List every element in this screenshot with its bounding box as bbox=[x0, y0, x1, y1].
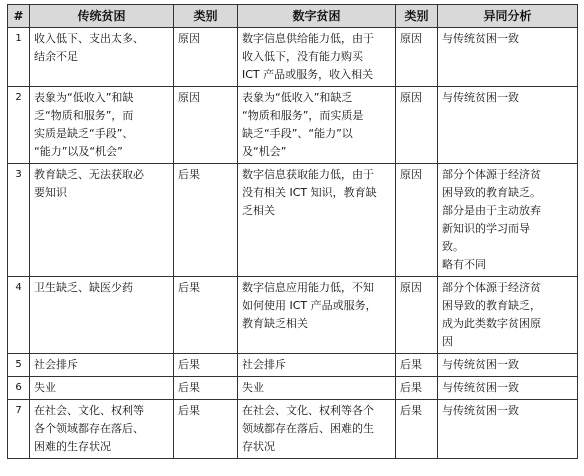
row-number: 3 bbox=[8, 164, 30, 277]
analysis-cell-line: 新知识的学习而导 bbox=[442, 222, 530, 235]
header-category-2: 类别 bbox=[396, 5, 438, 28]
analysis-cell-line: 部分是由于主动放弃 bbox=[442, 204, 541, 217]
digital-poverty-cell-line: 数字信息供给能力低，由于 bbox=[242, 32, 374, 45]
analysis-cell bbox=[438, 87, 578, 164]
traditional-poverty-cell-line: 要知识 bbox=[34, 186, 67, 199]
traditional-poverty-cell-line: “能力”以及“机会” bbox=[34, 145, 123, 158]
poverty-comparison-table bbox=[7, 4, 578, 459]
digital-poverty-cell-line: 社会排斥 bbox=[242, 358, 286, 371]
traditional-poverty-cell-line: 实质是缺乏“手段”、 bbox=[34, 127, 134, 140]
header-category-1: 类别 bbox=[174, 5, 238, 28]
analysis-cell bbox=[438, 277, 578, 354]
digital-poverty-cell bbox=[238, 354, 396, 377]
traditional-poverty-cell-line: 各个领域都存在落后、 bbox=[34, 422, 144, 435]
analysis-cell-line: 略有不同 bbox=[442, 258, 486, 271]
header-row bbox=[8, 5, 578, 28]
analysis-cell-line: 困导致的教育缺乏。 bbox=[442, 186, 541, 199]
analysis-cell bbox=[438, 377, 578, 400]
traditional-poverty-cell-line: 卫生缺乏、缺医少药 bbox=[34, 281, 133, 294]
digital-poverty-cell-line: 数字信息应用能力低，不知 bbox=[242, 281, 374, 294]
row-number: 7 bbox=[8, 400, 30, 459]
category-2-cell: 原因 bbox=[396, 164, 438, 277]
analysis-cell bbox=[438, 28, 578, 87]
row-number: 2 bbox=[8, 87, 30, 164]
digital-poverty-cell bbox=[238, 164, 396, 277]
category-1-cell: 后果 bbox=[174, 354, 238, 377]
category-1-cell: 原因 bbox=[174, 87, 238, 164]
digital-poverty-cell-line: “物质和服务”，而实质是 bbox=[242, 109, 364, 122]
digital-poverty-cell-line: 缺乏“手段”、“能力”以 bbox=[242, 127, 353, 140]
analysis-cell-line: 部分个体源于经济贫 bbox=[442, 168, 541, 181]
category-2-cell: 后果 bbox=[396, 377, 438, 400]
category-1-cell: 后果 bbox=[174, 377, 238, 400]
category-2-cell: 原因 bbox=[396, 87, 438, 164]
analysis-cell-line: 部分个体源于经济贫 bbox=[442, 281, 541, 294]
analysis-cell-line: 与传统贫困一致 bbox=[442, 404, 519, 417]
traditional-poverty-cell-line: 教育缺乏、无法获取必 bbox=[34, 168, 144, 181]
digital-poverty-cell bbox=[238, 28, 396, 87]
digital-poverty-cell bbox=[238, 400, 396, 459]
analysis-cell-line: 与传统贫困一致 bbox=[442, 381, 519, 394]
analysis-cell-line: 致。 bbox=[442, 240, 464, 253]
category-1-cell: 原因 bbox=[174, 28, 238, 87]
digital-poverty-cell-line: 及“机会” bbox=[242, 145, 287, 158]
traditional-poverty-cell bbox=[30, 164, 174, 277]
analysis-cell bbox=[438, 164, 578, 277]
table-row bbox=[8, 400, 578, 459]
row-number: 4 bbox=[8, 277, 30, 354]
analysis-cell-line: 成为此类数字贫困原 bbox=[442, 317, 541, 330]
digital-poverty-cell-line: 表象为“低收入”和缺乏 bbox=[242, 91, 353, 104]
digital-poverty-cell-line: ICT 产品或服务，收入相关 bbox=[242, 68, 374, 81]
category-2-cell: 后果 bbox=[396, 400, 438, 459]
category-2-cell: 原因 bbox=[396, 277, 438, 354]
traditional-poverty-cell-line: 收入低下、支出太多、 bbox=[34, 32, 144, 45]
traditional-poverty-cell-line: 结余不足 bbox=[34, 50, 78, 63]
table-row bbox=[8, 164, 578, 277]
traditional-poverty-cell-line: 困难的生存状况 bbox=[34, 440, 111, 453]
header-digital-poverty: 数字贫困 bbox=[238, 5, 396, 28]
analysis-cell-line: 与传统贫困一致 bbox=[442, 358, 519, 371]
digital-poverty-cell bbox=[238, 87, 396, 164]
row-number: 1 bbox=[8, 28, 30, 87]
traditional-poverty-cell bbox=[30, 354, 174, 377]
traditional-poverty-cell bbox=[30, 277, 174, 354]
digital-poverty-cell bbox=[238, 277, 396, 354]
category-1-cell: 后果 bbox=[174, 277, 238, 354]
table-row bbox=[8, 277, 578, 354]
category-2-cell: 原因 bbox=[396, 28, 438, 87]
table-row bbox=[8, 87, 578, 164]
comparison-table-wrapper bbox=[7, 4, 577, 459]
digital-poverty-cell-line: 教育缺乏相关 bbox=[242, 317, 308, 330]
header-traditional-poverty: 传统贫困 bbox=[30, 5, 174, 28]
digital-poverty-cell-line: 存状况 bbox=[242, 440, 275, 453]
row-number: 6 bbox=[8, 377, 30, 400]
category-1-cell: 后果 bbox=[174, 400, 238, 459]
traditional-poverty-cell-line: 表象为“低收入”和缺 bbox=[34, 91, 134, 104]
traditional-poverty-cell-line: 在社会、文化、权利等 bbox=[34, 404, 144, 417]
traditional-poverty-cell bbox=[30, 377, 174, 400]
traditional-poverty-cell bbox=[30, 400, 174, 459]
digital-poverty-cell-line: 乏相关 bbox=[242, 204, 275, 217]
traditional-poverty-cell-line: 失业 bbox=[34, 381, 56, 394]
digital-poverty-cell-line: 收入低下，没有能力购买 bbox=[242, 50, 363, 63]
digital-poverty-cell-line: 失业 bbox=[242, 381, 264, 394]
digital-poverty-cell-line: 在社会、文化、权利等各个 bbox=[242, 404, 374, 417]
table-row bbox=[8, 28, 578, 87]
traditional-poverty-cell-line: 社会排斥 bbox=[34, 358, 78, 371]
digital-poverty-cell-line: 没有相关 ICT 知识，教育缺 bbox=[242, 186, 377, 199]
category-1-cell: 后果 bbox=[174, 164, 238, 277]
analysis-cell bbox=[438, 354, 578, 377]
header-number: # bbox=[8, 5, 30, 28]
traditional-poverty-cell bbox=[30, 87, 174, 164]
category-2-cell: 后果 bbox=[396, 354, 438, 377]
header-analysis: 异同分析 bbox=[438, 5, 578, 28]
row-number: 5 bbox=[8, 354, 30, 377]
analysis-cell-line: 与传统贫困一致 bbox=[442, 91, 519, 104]
digital-poverty-cell-line: 数字信息获取能力低，由于 bbox=[242, 168, 374, 181]
digital-poverty-cell-line: 领域都存在落后、困难的生 bbox=[242, 422, 374, 435]
table-row bbox=[8, 354, 578, 377]
digital-poverty-cell-line: 如何使用 ICT 产品或服务， bbox=[242, 299, 377, 312]
traditional-poverty-cell bbox=[30, 28, 174, 87]
analysis-cell bbox=[438, 400, 578, 459]
table-row bbox=[8, 377, 578, 400]
analysis-cell-line: 因 bbox=[442, 335, 453, 348]
analysis-cell-line: 困导致的教育缺乏， bbox=[442, 299, 541, 312]
traditional-poverty-cell-line: 乏“物质和服务”，而 bbox=[34, 109, 134, 122]
analysis-cell-line: 与传统贫困一致 bbox=[442, 32, 519, 45]
digital-poverty-cell bbox=[238, 377, 396, 400]
